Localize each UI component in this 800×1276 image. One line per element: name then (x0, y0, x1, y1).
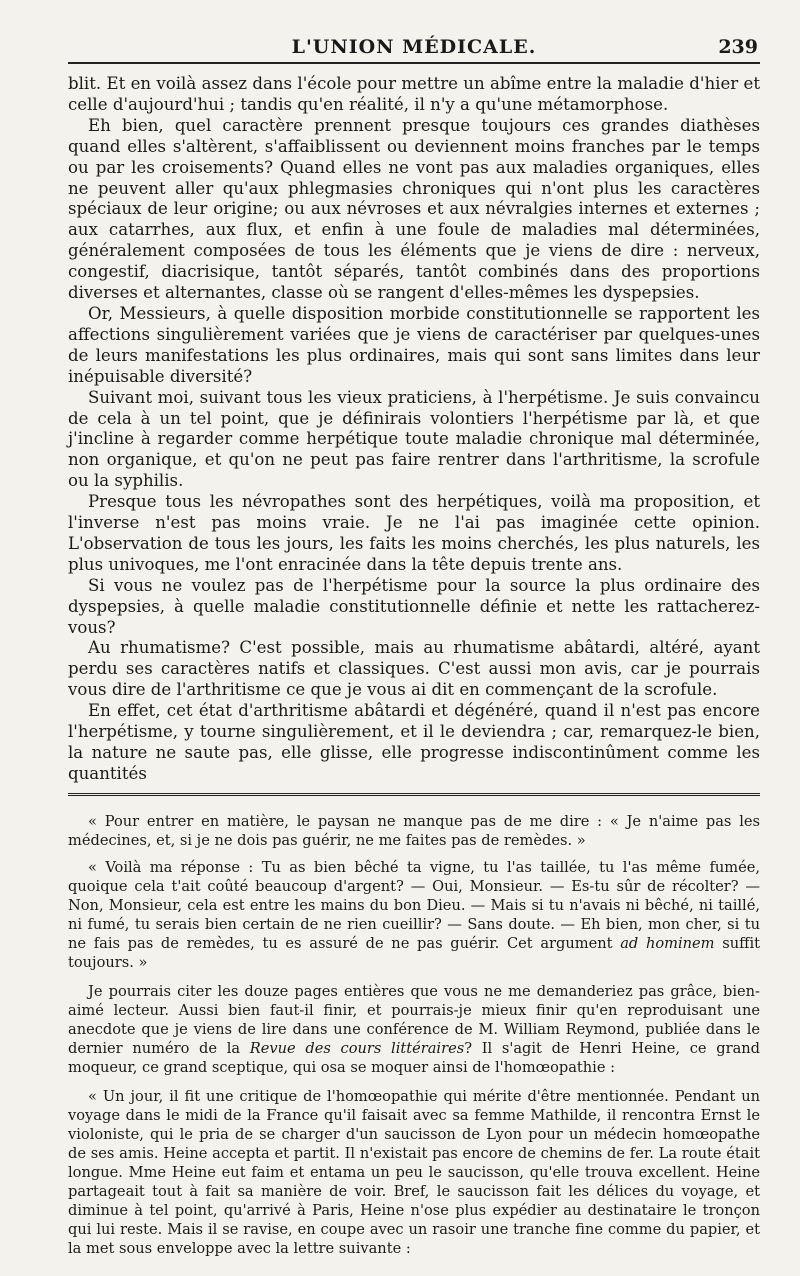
paragraph: Eh bien, quel caractère prennent presque toujours ces grandes diathèses quand elles s'altèrent, s'affaiblissent ou deviennent moins franches par le temps ou par les croisements? Quand elles ne vont pas aux maladies organiques, elles ne peuvent aller qu'aux phlegmasies chroniques qui n'ont plus les caractères spéciaux de leur origine; ou aux névroses et aux névralgies internes et externes ; aux catarrhes, aux flux, et enfin à une foule de maladies mal déterminées, généralement composées de tous les éléments que je viens de dire : nerveux, congestif, diacrisique, tantôt séparés, tantôt combinés dans des proportions diverses et alternantes, classe où se rangent d'elles-mêmes les dyspepsies. (68, 115, 760, 303)
feuilleton-paragraph: « Un jour, il fit une critique de l'homœopathie qui mérite d'être mentionnée. Pendant un voyage dans le midi de la France qu'il faisait avec sa femme Mathilde, il rencontra Ernst le violoniste, qui le pria de se charger d'un saucisson de Lyon pour un médecin homœopathe de ses amis. Heine accepta et partit. Il n'existait pas encore de chemins de fer. La route était longue. Mme Heine eut faim et entama un peu le saucisson, qu'elle trouva excellent. Heine partageait tout à fait sa manière de voir. Bref, le saucisson fait les délices du voyage, et diminue à tel point, qu'arrivé à Paris, Heine n'ose plus expédier au destinataire le tronçon qui lui reste. Mais il se ravise, en coupe avec un rasoir une tranche fine comme du papier, et la met sous enveloppe avec la lettre suivante : (68, 1087, 760, 1257)
text-run: « Voilà ma réponse : Tu as bien bêché ta vigne, tu l'as taillée, tu l'as même fumée, quoique cela t'ait coûté beaucoup d'argent? — Oui, Monsieur. — Es-tu sûr de récolter? — Non, Monsieur, cela est entre les mains du bon Dieu. — Mais si tu n'avais ni bêché, ni taillé, ni fumé, tu serais bien certain de ne rien cueillir? — Sans doute. — Eh bien, mon cher, si tu ne fais pas de remèdes, tu es assuré de ne pas guérir. Cet argument (68, 858, 760, 952)
journal-name: Revue des cours littéraires (249, 1039, 465, 1057)
text-run: suffit toujours. » (68, 934, 760, 971)
paragraph: En effet, cet état d'arthritisme abâtardi et dégénéré, quand il n'est pas encore l'herpétisme, y tourne singulièrement, et il le deviendra ; car, remarquez-le bien, la nature ne saute pas, elle glisse, elle progresse indiscontinûment comme les quantités (68, 701, 760, 783)
main-text (68, 74, 760, 785)
paragraph: blit. Et en voilà assez dans l'école pour mettre un abîme entre la maladie d'hier et celle d'aujourd'hui ; tandis qu'en réalité, il n'y a qu'une métamorphose. (68, 74, 760, 114)
paragraph: Or, Messieurs, à quelle disposition morbide constitutionnelle se rapportent les affections singulièrement variées que je viens de caractériser par quelques-unes de leurs manifestations les plus ordinaires, mais qui sont sans limites dans leur inépuisable diversité? (68, 303, 760, 386)
feuilleton-paragraph: « Pour entrer en matière, le paysan ne manque pas de me dire : « Je n'aime pas les médecines, et, si je ne dois pas guérir, ne me faites pas de remèdes. » (68, 812, 760, 849)
header-rule (68, 62, 760, 64)
feuilleton-text (68, 812, 760, 1258)
paragraph: Si vous ne voulez pas de l'herpétisme pour la source la plus ordinaire des dyspepsies, à quelle maladie constitutionnelle définie et nette les rattacherez-vous? (68, 575, 760, 637)
page-number: 239 (718, 36, 758, 58)
section-divider (68, 793, 760, 798)
feuilleton-paragraph (68, 858, 760, 972)
text-run: ? Il s'agit de Henri Heine, ce grand moqueur, ce grand sceptique, qui osa se moquer ainsi de l'homœopathie : (68, 1039, 761, 1076)
running-header (68, 0, 760, 62)
paragraph: Presque tous les névropathes sont des herpétiques, voilà ma proposition, et l'inverse n'est pas moins vraie. Je ne l'ai pas imaginée cette opinion. L'observation de tous les jours, les faits les moins cherchés, les plus naturels, les plus univoques, me l'ont enracinée dans la tête depuis trente ans. (68, 492, 760, 574)
paragraph: Suivant moi, suivant tous les vieux praticiens, à l'herpétisme. Je suis convaincu de cela à un tel point, que je définirais volontiers l'herpétisme par là, et que j'incline à regarder comme herpétique toute maladie chronique mal déterminée, non organique, et qu'on ne peut pas faire rentrer dans l'arthritisme, la scrofule ou la syphilis. (68, 387, 760, 491)
journal-title: L'UNION MÉDICALE. (291, 36, 537, 58)
paragraph: Au rhumatisme? C'est possible, mais au rhumatisme abâtardi, altéré, ayant perdu ses caractères natifs et classiques. C'est aussi mon avis, car je pourrais vous dire de l'arthritisme ce que je vous ai dit en commençant de la scrofule. (68, 638, 760, 700)
italic-phrase: ad hominem (620, 934, 715, 952)
feuilleton-paragraph (68, 982, 760, 1077)
text-run: Je pourrais citer les douze pages entières que vous ne me demanderiez pas grâce, bien-aimé lecteur. Aussi bien faut-il finir, et pourrais-je mieux finir qu'en reproduisant une anecdote que je viens de lire dans une conférence de M. William Reymond, publiée dans le dernier numéro de la (68, 982, 760, 1057)
